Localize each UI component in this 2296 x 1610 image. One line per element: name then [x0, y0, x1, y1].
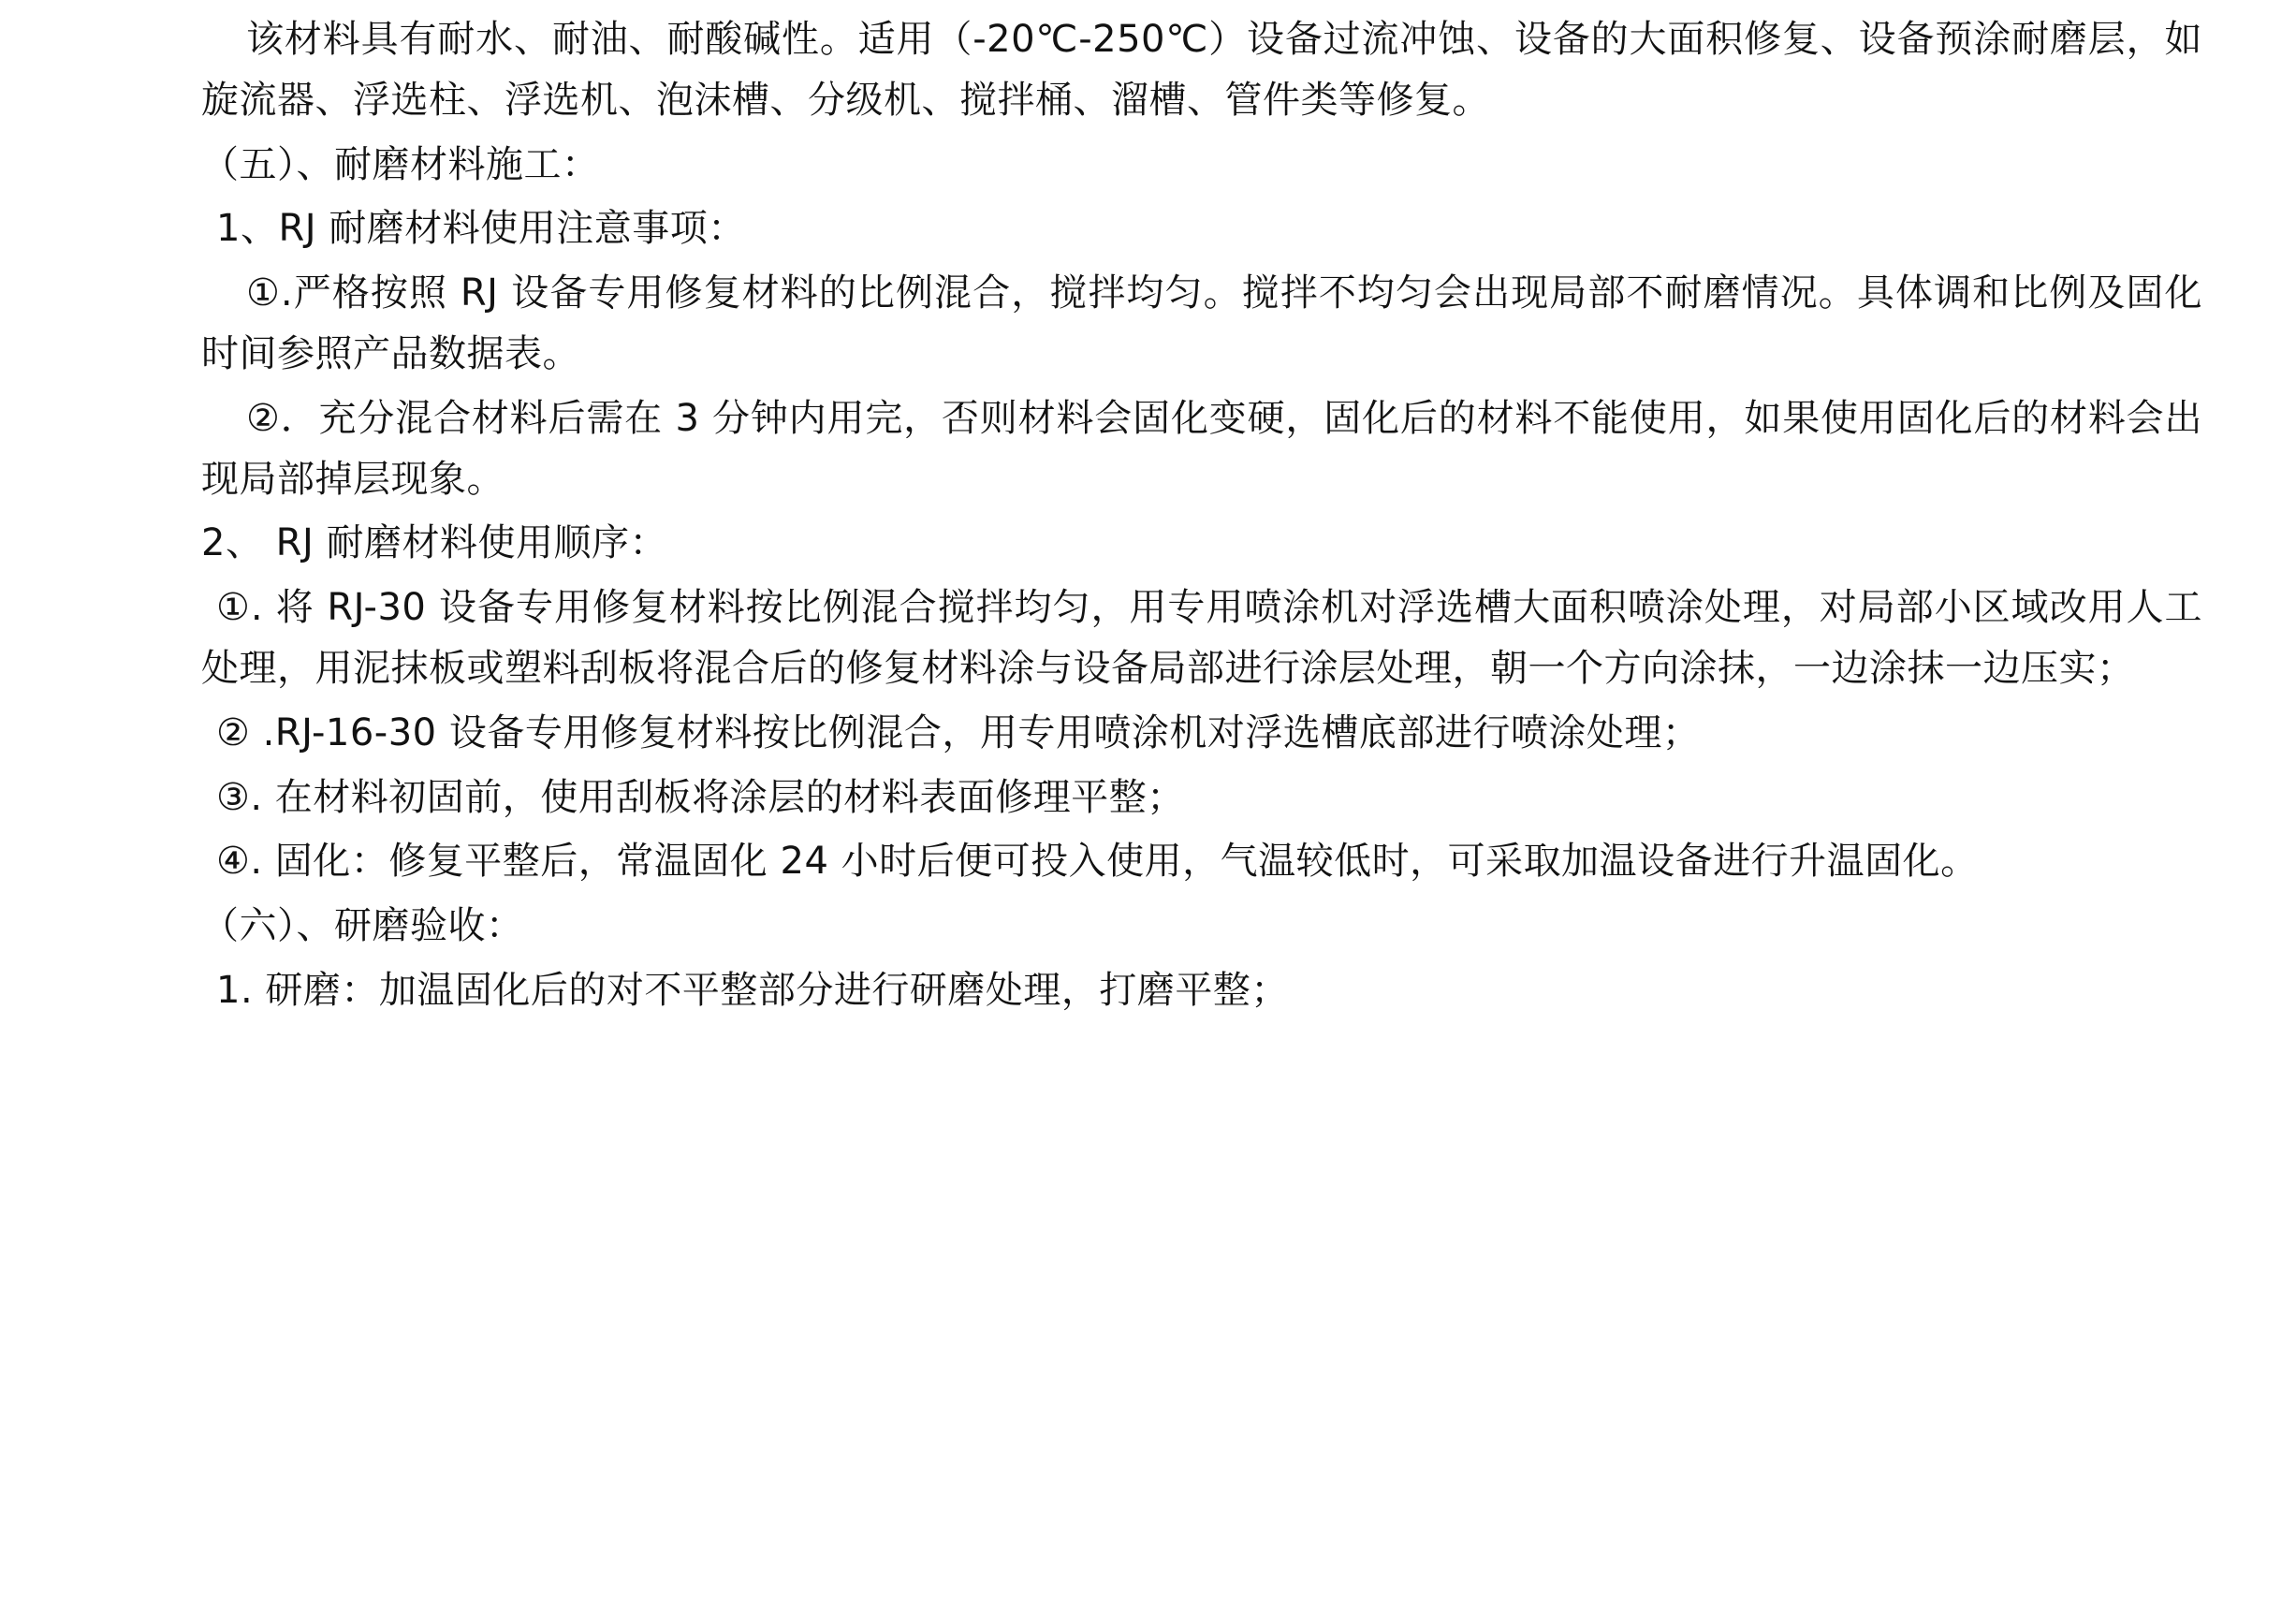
- paragraph-item-6-1: 1. 研磨：加温固化后的对不平整部分进行研磨处理，打磨平整；: [216, 968, 1289, 1012]
- heading-section-six: （六）、研磨验收：: [201, 904, 524, 948]
- paragraph-item-1-1: ①.严格按照 RJ 设备专用修复材料的比例混合，搅拌均匀。搅拌不均匀会出现局部不耐磨情况。具体调和比例及固化时间参照产品数据表。: [201, 271, 2202, 375]
- paragraph-item-2-1: ①. 将 RJ-30 设备专用修复材料按比例混合搅拌均匀，用专用喷涂机对浮选槽大面积喷涂处理，对局部小区域改用人工处理，用泥抹板或塑料刮板将混合后的修复材料涂与设备局部进行涂层处理，朝一个方向涂抹，一边涂抹一边压实；: [201, 586, 2202, 690]
- heading-section-five: （五）、耐磨材料施工：: [201, 142, 600, 186]
- paragraph-intro: 该材料具有耐水、耐油、耐酸碱性。适用（-20℃-250℃）设备过流冲蚀、设备的大面积修复、设备预涂耐磨层，如旋流器、浮选柱、浮选机、泡沫槽、分级机、搅拌桶、溜槽、管件类等修复。: [201, 18, 2202, 122]
- paragraph-item-2-2: ② .RJ-16-30 设备专用修复材料按比例混合，用专用喷涂机对浮选槽底部进行喷涂处理；: [216, 710, 1701, 754]
- paragraph-item-2-3: ③. 在材料初固前，使用刮板将涂层的材料表面修理平整；: [216, 775, 1185, 819]
- paragraph-item-2-4: ④. 固化：修复平整后，常温固化 24 小时后便可投入使用，气温较低时，可采取加温设备进行升温固化。: [216, 840, 1979, 884]
- paragraph-item-1-2: ②．充分混合材料后需在 3 分钟内用完，否则材料会固化变硬，固化后的材料不能使用，如果使用固化后的材料会出现局部掉层现象。: [201, 396, 2202, 501]
- document-body: [201, 9, 2202, 1021]
- paragraph-item-1: 1、RJ 耐磨材料使用注意事项：: [216, 207, 746, 251]
- paragraph-item-2: 2、 RJ 耐磨材料使用顺序：: [201, 521, 667, 565]
